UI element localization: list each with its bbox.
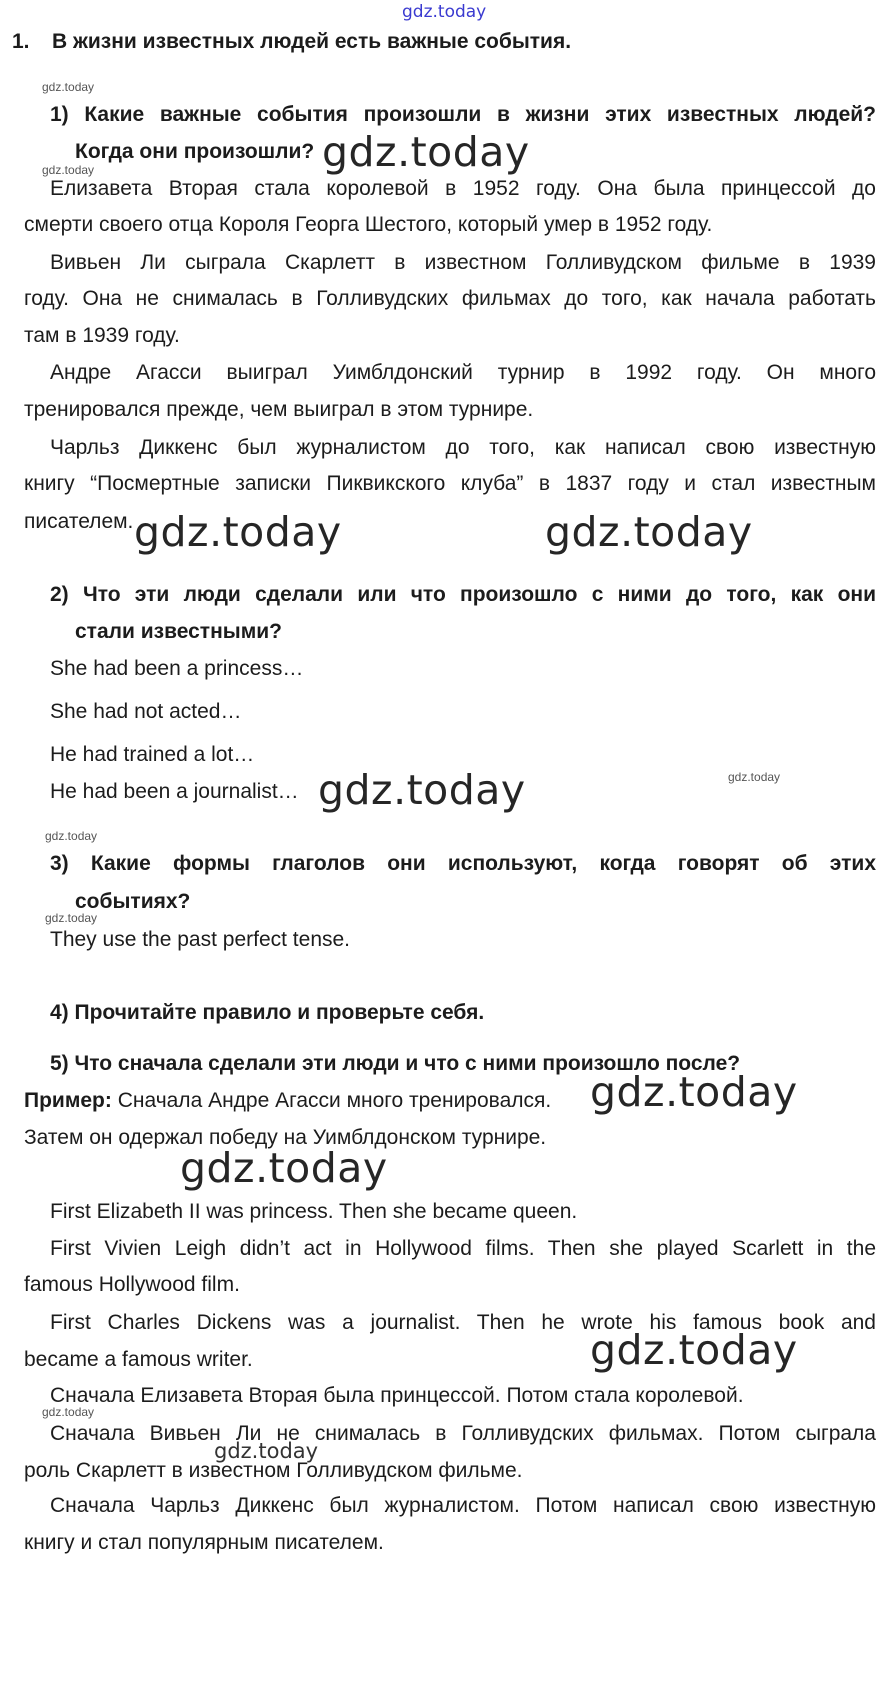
answer-5-en-3-line-1: First Charles Dickens was a journalist. Then he wrote his famous book and (50, 1311, 876, 1334)
watermark-big: gdz.today (590, 1068, 798, 1116)
exercise-number: 1. (12, 30, 30, 53)
answer-2-line-2: She had not acted… (50, 700, 242, 723)
watermark-big: gdz.today (322, 128, 530, 176)
question-2-line-1: 2) Что эти люди сделали или что произошло с ними до того, как они (50, 583, 876, 606)
question-1-line-2: Когда они произошли? (75, 140, 315, 163)
watermark-small: gdz.today (45, 829, 98, 843)
answer-1-paragraph-3-line-1: Андре Агасси выиграл Уимблдонский турнир в 1992 году. Он много (50, 361, 876, 384)
answer-5-ru-1: Сначала Елизавета Вторая была принцессой. Потом стала королевой. (50, 1384, 744, 1407)
watermark-top: gdz.today (402, 2, 487, 22)
answer-1-paragraph-2-line-1: Вивьен Ли сыграла Скарлетт в известном Голливудском фильме в 1939 (50, 251, 876, 274)
watermark-big: gdz.today (318, 766, 526, 814)
watermark-small: gdz.today (42, 80, 95, 94)
watermark-small: gdz.today (728, 770, 781, 784)
answer-5-en-1: First Elizabeth II was princess. Then she became queen. (50, 1200, 578, 1223)
example-text: Сначала Андре Агасси много тренировался. (111, 1089, 552, 1112)
answer-1-paragraph-1-line-2: смерти своего отца Короля Георга Шестого, который умер в 1952 году. (24, 213, 713, 236)
question-5: 5) Что сначала сделали эти люди и что с ними произошло после? (50, 1052, 741, 1075)
question-3-line-1: 3) Какие формы глаголов они используют, когда говорят об этих (50, 852, 876, 875)
answer-5-ru-2-line-2: роль Скарлетт в известном Голливудском фильме. (24, 1459, 523, 1482)
answer-5-ru-3-line-2: книгу и стал популярным писателем. (24, 1531, 384, 1554)
answer-1-paragraph-4-line-3: писателем. (24, 510, 134, 533)
question-4: 4) Прочитайте правило и проверьте себя. (50, 1001, 485, 1024)
answer-1-paragraph-2-line-2: году. Она не снималась в Голливудских фильмах до того, как начала работать (24, 287, 876, 310)
watermark-small: gdz.today (42, 1405, 95, 1419)
example-label: Пример: (24, 1089, 112, 1112)
answer-5-en-3-line-2: became a famous writer. (24, 1348, 253, 1371)
answer-5-ru-3-line-1: Сначала Чарльз Диккенс был журналистом. Потом написал свою известную (50, 1494, 876, 1517)
answer-5-ru-2-line-1: Сначала Вивьен Ли не снималась в Голливудских фильмах. Потом сыграла (50, 1422, 876, 1445)
answer-5-en-2-line-1: First Vivien Leigh didn’t act in Hollywood films. Then she played Scarlett in the (50, 1237, 876, 1260)
exercise-title: В жизни известных людей есть важные события. (52, 30, 572, 53)
answer-2-line-4: He had been a journalist… (50, 780, 299, 803)
answer-1-paragraph-3-line-2: тренировался прежде, чем выиграл в этом турнире. (24, 398, 534, 421)
answer-1-paragraph-2-line-3: там в 1939 году. (24, 324, 180, 347)
watermark-big: gdz.today (134, 508, 342, 556)
watermark-big: gdz.today (590, 1326, 798, 1374)
watermark-big: gdz.today (545, 508, 753, 556)
question-2-line-2: стали известными? (75, 620, 282, 643)
watermark-big: gdz.today (180, 1144, 388, 1192)
answer-1-paragraph-4-line-2: книгу “Посмертные записки Пиквикского клуба” в 1837 году и стал известным (24, 472, 876, 495)
answer-5-en-2-line-2: famous Hollywood film. (24, 1273, 240, 1296)
answer-3: They use the past perfect tense. (50, 928, 351, 951)
question-3-line-2: событиях? (75, 890, 191, 913)
answer-2-line-3: He had trained a lot… (50, 743, 255, 766)
watermark-small: gdz.today (42, 163, 95, 177)
answer-1-paragraph-1-line-1: Елизавета Вторая стала королевой в 1952 году. Она была принцессой до (50, 177, 876, 200)
example-line-1 (24, 1089, 551, 1113)
answer-2-line-1: She had been a princess… (50, 657, 304, 680)
answer-1-paragraph-4-line-1: Чарльз Диккенс был журналистом до того, как написал свою известную (50, 436, 876, 459)
example-line-2: Затем он одержал победу на Уимблдонском турнире. (24, 1126, 547, 1149)
watermark-small: gdz.today (45, 911, 98, 925)
question-1-line-1: 1) Какие важные события произошли в жизни этих известных людей? (50, 103, 876, 126)
watermark-medium: gdz.today (214, 1439, 319, 1463)
